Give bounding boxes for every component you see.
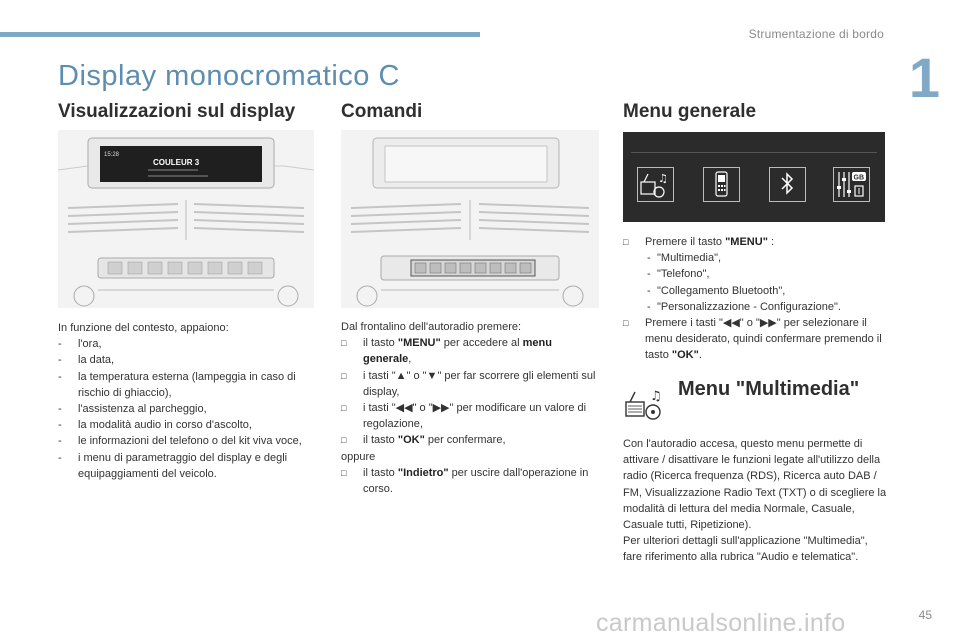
svg-text:15:28: 15:28 — [104, 152, 120, 158]
gb-label: GB — [853, 174, 864, 182]
list-item — [623, 315, 885, 364]
text-span: Premere il tasto — [645, 236, 726, 248]
multimedia-reference: Per ulteriori dettagli sull'applicazione "Multimedia", fare riferimento alla rubrica "Audio e telematica". — [623, 535, 868, 564]
panel-divider — [631, 152, 877, 153]
key-label: "MENU" — [397, 337, 441, 350]
text-span: : — [767, 236, 775, 248]
controls-text — [341, 319, 603, 497]
sub-list-item: - "Telefono", — [623, 266, 885, 282]
list-item: □ i tasti "◀◀" o "▶▶" per modificare un valore di regolazione, — [341, 400, 603, 432]
display-label-text: COULEUR 3 — [153, 158, 200, 167]
text-span: . — [698, 349, 702, 362]
top-accent-bar — [0, 32, 480, 37]
page-number: 45 — [918, 608, 932, 622]
text-span: , — [408, 353, 412, 366]
svg-text:♫: ♫ — [650, 389, 662, 404]
sub-list-item: - "Personalizzazione - Configurazione". — [623, 299, 885, 315]
general-menu-panel — [623, 132, 885, 222]
list-item — [341, 432, 603, 448]
multimedia-paragraph: Con l'autoradio accesa, questo menu permette di attivare / disattivare le funzioni legate all'utilizzo della radio (Ricerca frequenza (RDS), Ricerca auto DAB / FM, Visualizzazione Radio Text (TXT) o di scegliere la modalità di lettura del media Normale, Casuale, Casuale tutti, Ripetizione). — [623, 438, 887, 532]
text-span: il tasto — [363, 337, 398, 350]
multimedia-icon — [623, 386, 667, 422]
general-menu-text — [623, 234, 885, 364]
text-span: il tasto — [363, 466, 398, 479]
text-span: Premere i tasti "◀◀" o "▶▶" per selezionare il menu desiderato, quindi confermare premendo il tasto — [645, 317, 882, 362]
phone-menu-icon — [703, 167, 740, 202]
heading-menu-generale: Menu generale — [623, 101, 757, 122]
controls-intro: Dal frontalino dell'autoradio premere: — [341, 321, 522, 333]
key-label: "Indietro" — [397, 466, 449, 479]
watermark: carmanualsonline.info — [596, 609, 846, 637]
list-item — [341, 465, 603, 497]
list-item: - la modalità audio in corso d'ascolto, — [58, 417, 320, 433]
dashboard-display-photo — [58, 130, 314, 308]
key-label: menu generale — [363, 337, 552, 366]
list-item: - la temperatura esterna (lampeggia in caso di rischio di ghiaccio), — [58, 369, 320, 401]
key-label: "OK" — [671, 349, 699, 362]
key-label: "OK" — [397, 434, 425, 447]
text-span: il tasto — [363, 434, 398, 447]
list-item: - i menu di parametraggio del display e degli equipaggiamenti del veicolo. — [58, 450, 320, 482]
key-label: "MENU" — [725, 236, 768, 248]
heading-visualizzazioni: Visualizzazioni sul display — [58, 101, 296, 122]
page-title: Display monocromatico C — [58, 60, 400, 92]
list-item: - l'assistenza al parcheggio, — [58, 401, 320, 417]
list-item — [341, 335, 603, 367]
chapter-number: 1 — [908, 46, 940, 109]
text-span: per confermare, — [424, 434, 506, 447]
display-info-text — [58, 320, 320, 482]
settings-menu-icon — [833, 167, 870, 202]
multimedia-menu-icon — [637, 167, 674, 202]
list-item: □ i tasti "▲" o "▼" per far scorrere gli elementi sul display, — [341, 368, 603, 400]
sub-list-item: - "Collegamento Bluetooth", — [623, 283, 885, 299]
text-span: per accedere al — [440, 337, 523, 350]
heading-menu-multimedia: Menu "Multimedia" — [678, 378, 860, 400]
oppure-text: oppure — [341, 450, 376, 463]
bluetooth-menu-icon — [769, 167, 806, 202]
list-item: - l'ora, — [58, 336, 320, 352]
section-title: Strumentazione di bordo — [748, 27, 884, 41]
dashboard-controls-photo — [341, 130, 599, 308]
sub-list-item: - "Multimedia", — [623, 250, 885, 266]
list-item — [623, 234, 885, 250]
heading-comandi: Comandi — [341, 101, 423, 122]
list-item: - la data, — [58, 352, 320, 368]
display-intro: In funzione del contesto, appaiono: — [58, 322, 229, 334]
list-item: - le informazioni del telefono o del kit viva voce, — [58, 433, 320, 449]
text-span: per uscire dall'operazione in corso. — [363, 466, 589, 496]
multimedia-text — [623, 436, 887, 566]
svg-text:♫: ♫ — [658, 172, 668, 185]
